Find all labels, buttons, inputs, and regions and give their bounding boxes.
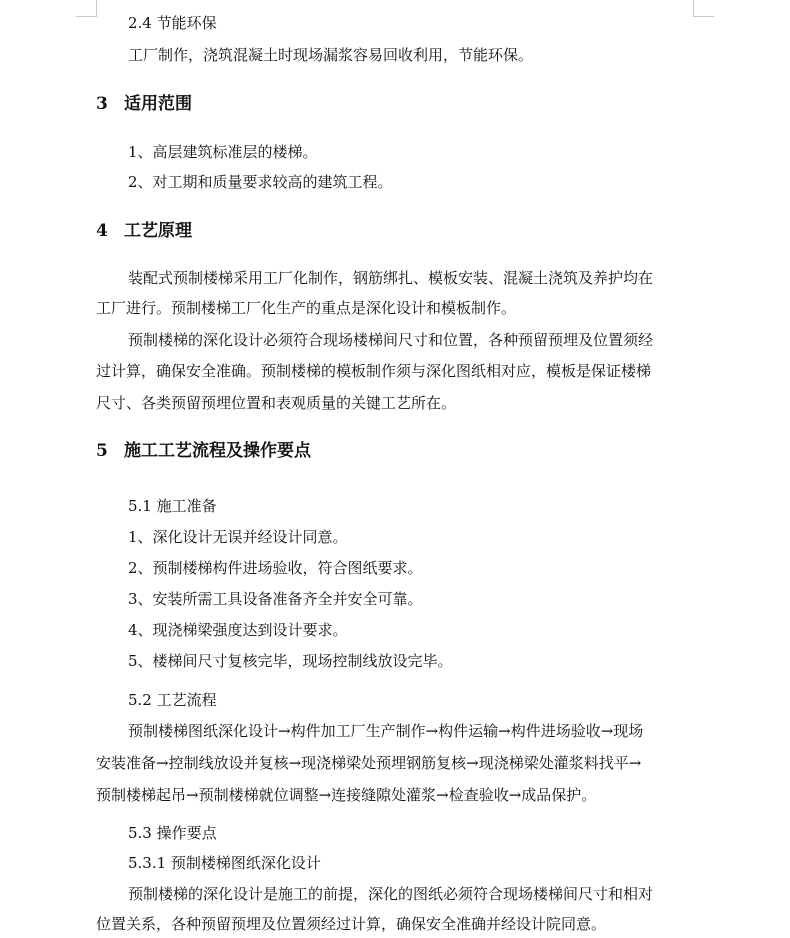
section-heading: [96, 93, 192, 115]
paragraph-line: 预制楼梯的深化设计必须符合现场楼梯间尺寸和位置，各种预留预埋及位置须经: [128, 331, 654, 349]
paragraph-line: 位置关系，各种预留预埋及位置须经过计算，确保安全准确并经设计院同意。: [96, 915, 607, 933]
section-heading: [96, 440, 311, 462]
subsection-title: 2.4 节能环保: [128, 14, 217, 32]
section-number: 4: [96, 221, 108, 241]
list-item: 1、高层建筑标准层的楼梯。: [128, 143, 318, 161]
section-title: 适用范围: [124, 94, 192, 114]
list-item: 2、对工期和质量要求较高的建筑工程。: [128, 173, 393, 191]
section-title: 施工工艺流程及操作要点: [124, 441, 311, 461]
list-item: 2、预制楼梯构件进场验收，符合图纸要求。: [128, 559, 423, 577]
list-item: 4、现浇梯梁强度达到设计要求。: [128, 621, 348, 639]
subsection-title: 5.1 施工准备: [128, 497, 217, 515]
list-item: 3、安装所需工具设备准备齐全并安全可靠。: [128, 590, 423, 608]
list-item: 5、楼梯间尺寸复核完毕，现场控制线放设完毕。: [128, 652, 453, 670]
list-item: 1、深化设计无误并经设计同意。: [128, 528, 348, 546]
paragraph-line: 过计算，确保安全准确。预制楼梯的模板制作须与深化图纸相对应，模板是保证楼梯: [96, 362, 652, 380]
section-heading: [96, 220, 192, 242]
section-number: 3: [96, 94, 108, 114]
section-number: 5: [96, 441, 108, 461]
section-title: 工艺原理: [124, 221, 192, 241]
subsection-title: 5.3 操作要点: [128, 824, 217, 842]
paragraph-line: 工厂制作，浇筑混凝土时现场漏浆容易回收利用，节能环保。: [128, 46, 534, 64]
paragraph-line: 装配式预制楼梯采用工厂化制作，钢筋绑扎、模板安装、混凝土浇筑及养护均在: [128, 269, 654, 287]
page-corner-mark: [693, 0, 714, 17]
paragraph-line: 尺寸、各类预留预埋位置和表观质量的关键工艺所在。: [96, 394, 457, 412]
paragraph-line: 预制楼梯图纸深化设计→构件加工厂生产制作→构件运输→构件进场验收→现场: [128, 722, 644, 740]
paragraph-line: 预制楼梯起吊→预制楼梯就位调整→连接缝隙处灌浆→检查验收→成品保护。: [96, 786, 597, 804]
paragraph-line: 工厂进行。预制楼梯工厂化生产的重点是深化设计和模板制作。: [96, 299, 517, 317]
paragraph-line: 预制楼梯的深化设计是施工的前提，深化的图纸必须符合现场楼梯间尺寸和相对: [128, 885, 654, 903]
subsection-title: 5.3.1 预制楼梯图纸深化设计: [128, 854, 321, 872]
paragraph-line: 安装准备→控制线放设并复核→现浇梯梁处预埋钢筋复核→现浇梯梁处灌浆料找平→: [96, 754, 642, 772]
page-corner-mark: [76, 0, 97, 17]
subsection-title: 5.2 工艺流程: [128, 691, 217, 709]
